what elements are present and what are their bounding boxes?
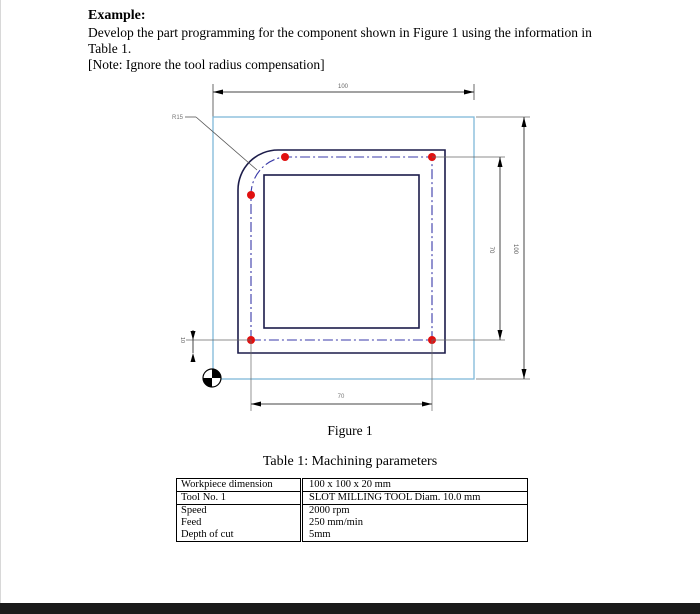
bottom-bar [0, 603, 700, 614]
machining-parameters-table [176, 478, 528, 542]
figure-caption: Figure 1 [327, 423, 373, 438]
instruction-note: [Note: Ignore the tool radius compensation] [88, 57, 325, 72]
dimension-left [179, 330, 251, 362]
toolpath-points [247, 153, 436, 344]
instruction-line-1: Develop the part programming for the component shown in Figure 1 using the information in [88, 25, 592, 40]
table-caption: Table 1: Machining parameters [262, 454, 438, 469]
table-row [177, 492, 528, 505]
param-name: Feed [177, 517, 302, 529]
example-title: Example: [88, 8, 146, 23]
dim-right-inner-label: 70 [488, 246, 494, 254]
param-value: 100 x 100 x 20 mm [302, 479, 528, 492]
table-row [177, 529, 528, 542]
toolpath-centerline [251, 157, 432, 340]
param-value: 2000 rpm [302, 505, 528, 518]
param-name: Depth of cut [177, 529, 302, 542]
dim-left-label: 10 [179, 336, 185, 344]
param-name: Speed [177, 505, 302, 518]
dim-right-outer-label: 100 [512, 243, 518, 255]
dimension-bottom [251, 340, 432, 411]
param-name: Workpiece dimension [177, 479, 302, 492]
instruction-line-2: Table 1. [88, 41, 132, 56]
dimension-right-inner [432, 157, 505, 340]
param-value: 5mm [302, 529, 528, 542]
param-value: SLOT MILLING TOOL Diam. 10.0 mm [302, 492, 528, 505]
param-name: Tool No. 1 [177, 492, 302, 505]
table-row [177, 479, 528, 492]
pocket-outer-contour [238, 150, 445, 353]
dim-top-label: 100 [337, 84, 349, 90]
pocket-inner-contour [264, 175, 419, 328]
radius-callout [172, 115, 257, 170]
table-row [177, 517, 528, 529]
origin-symbol [203, 369, 221, 387]
radius-label: R15 [172, 115, 184, 121]
toolpath-point [281, 153, 289, 161]
dim-bottom-label: 70 [337, 394, 345, 400]
param-value: 250 mm/min [302, 517, 528, 529]
table-row [177, 505, 528, 518]
toolpath-point [247, 191, 255, 199]
dimension-top [213, 84, 474, 117]
